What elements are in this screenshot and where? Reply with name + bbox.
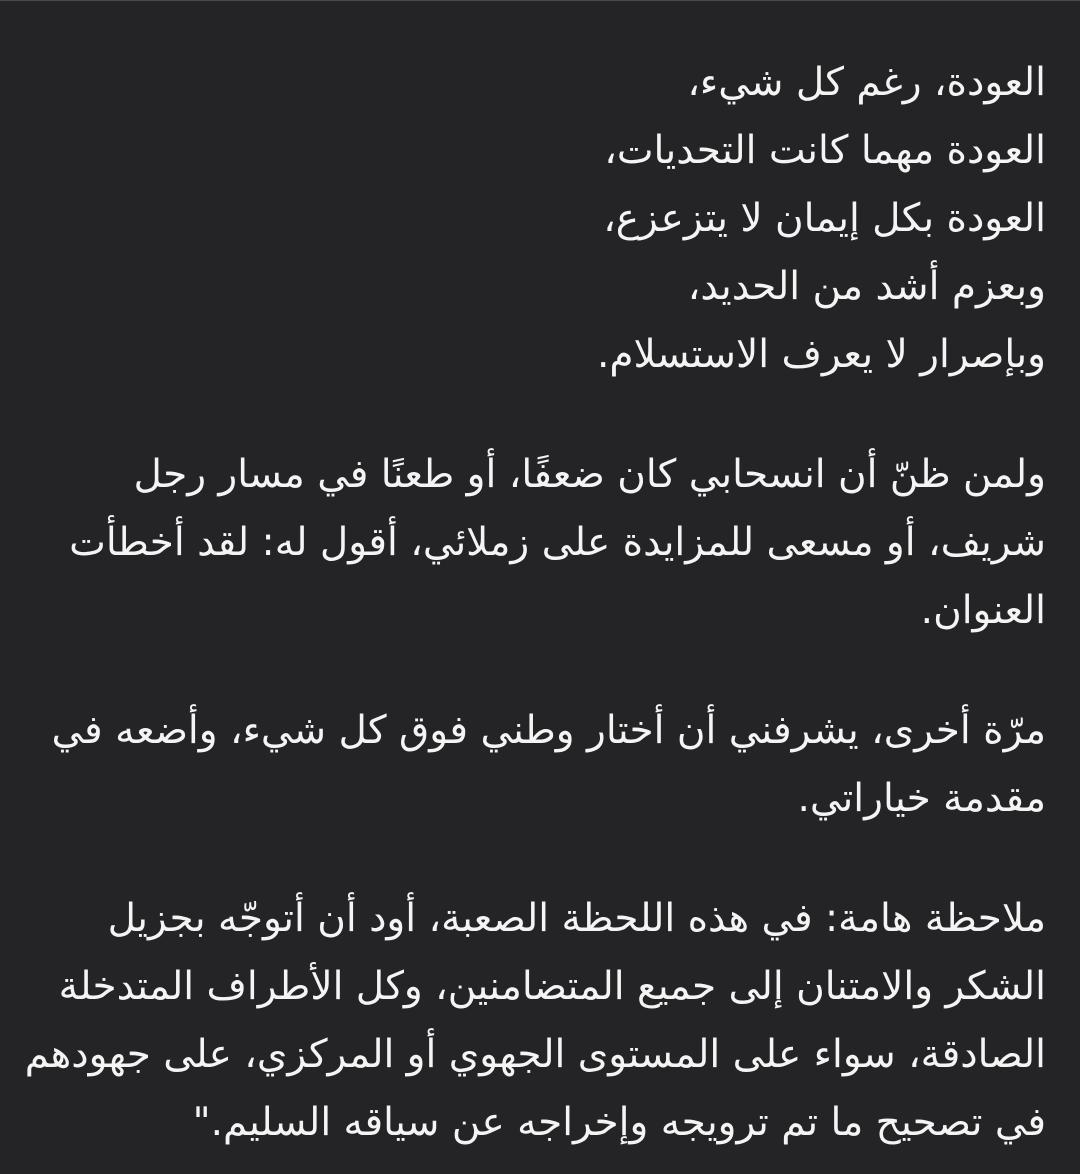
text-line: العودة، رغم كل شيء، <box>687 60 1046 105</box>
text-line: ولمن ظنّ أن انسحابي كان ضعفًا، أو طعنًا في مسار رجل <box>133 452 1046 497</box>
text-line: وبعزم أشد من الحديد، <box>687 264 1046 309</box>
text-line: مقدمة خياراتي. <box>797 776 1046 821</box>
text-line: شريف، أو مسعى للمزايدة على زملائي، أقول له: لقد أخطأت <box>69 520 1046 565</box>
post-text <box>24 49 1046 1157</box>
paragraph-response <box>36 441 1046 645</box>
text-line: الصادقة، سواء على المستوى الجهوي أو المركزي، على جهودهم <box>24 1032 1046 1077</box>
paragraph-note <box>24 885 1046 1157</box>
text-line: مرّة أخرى، يشرفني أن أختار وطني فوق كل شيء، وأضعه في <box>51 708 1046 753</box>
paragraph-spacer <box>36 833 1046 885</box>
paragraph-spacer <box>36 389 1046 441</box>
text-line: ملاحظة هامة: في هذه اللحظة الصعبة، أود أن أتوجّه بجزيل <box>107 896 1046 941</box>
paragraph-homeland <box>36 697 1046 833</box>
text-line: في تصحيح ما تم ترويجه وإخراجه عن سياقه السليم." <box>192 1100 1046 1145</box>
paragraph-spacer <box>36 645 1046 697</box>
text-line: الشكر والامتنان إلى جميع المتضامنين، وكل الأطراف المتدخلة <box>58 964 1046 1009</box>
text-line: العودة بكل إيمان لا يتزعزع، <box>603 196 1046 241</box>
text-line: العودة مهما كانت التحديات، <box>604 128 1046 173</box>
paragraph-return <box>36 49 1046 389</box>
text-line: العنوان. <box>920 588 1046 633</box>
text-line: وبإصرار لا يعرف الاستسلام. <box>596 332 1046 377</box>
